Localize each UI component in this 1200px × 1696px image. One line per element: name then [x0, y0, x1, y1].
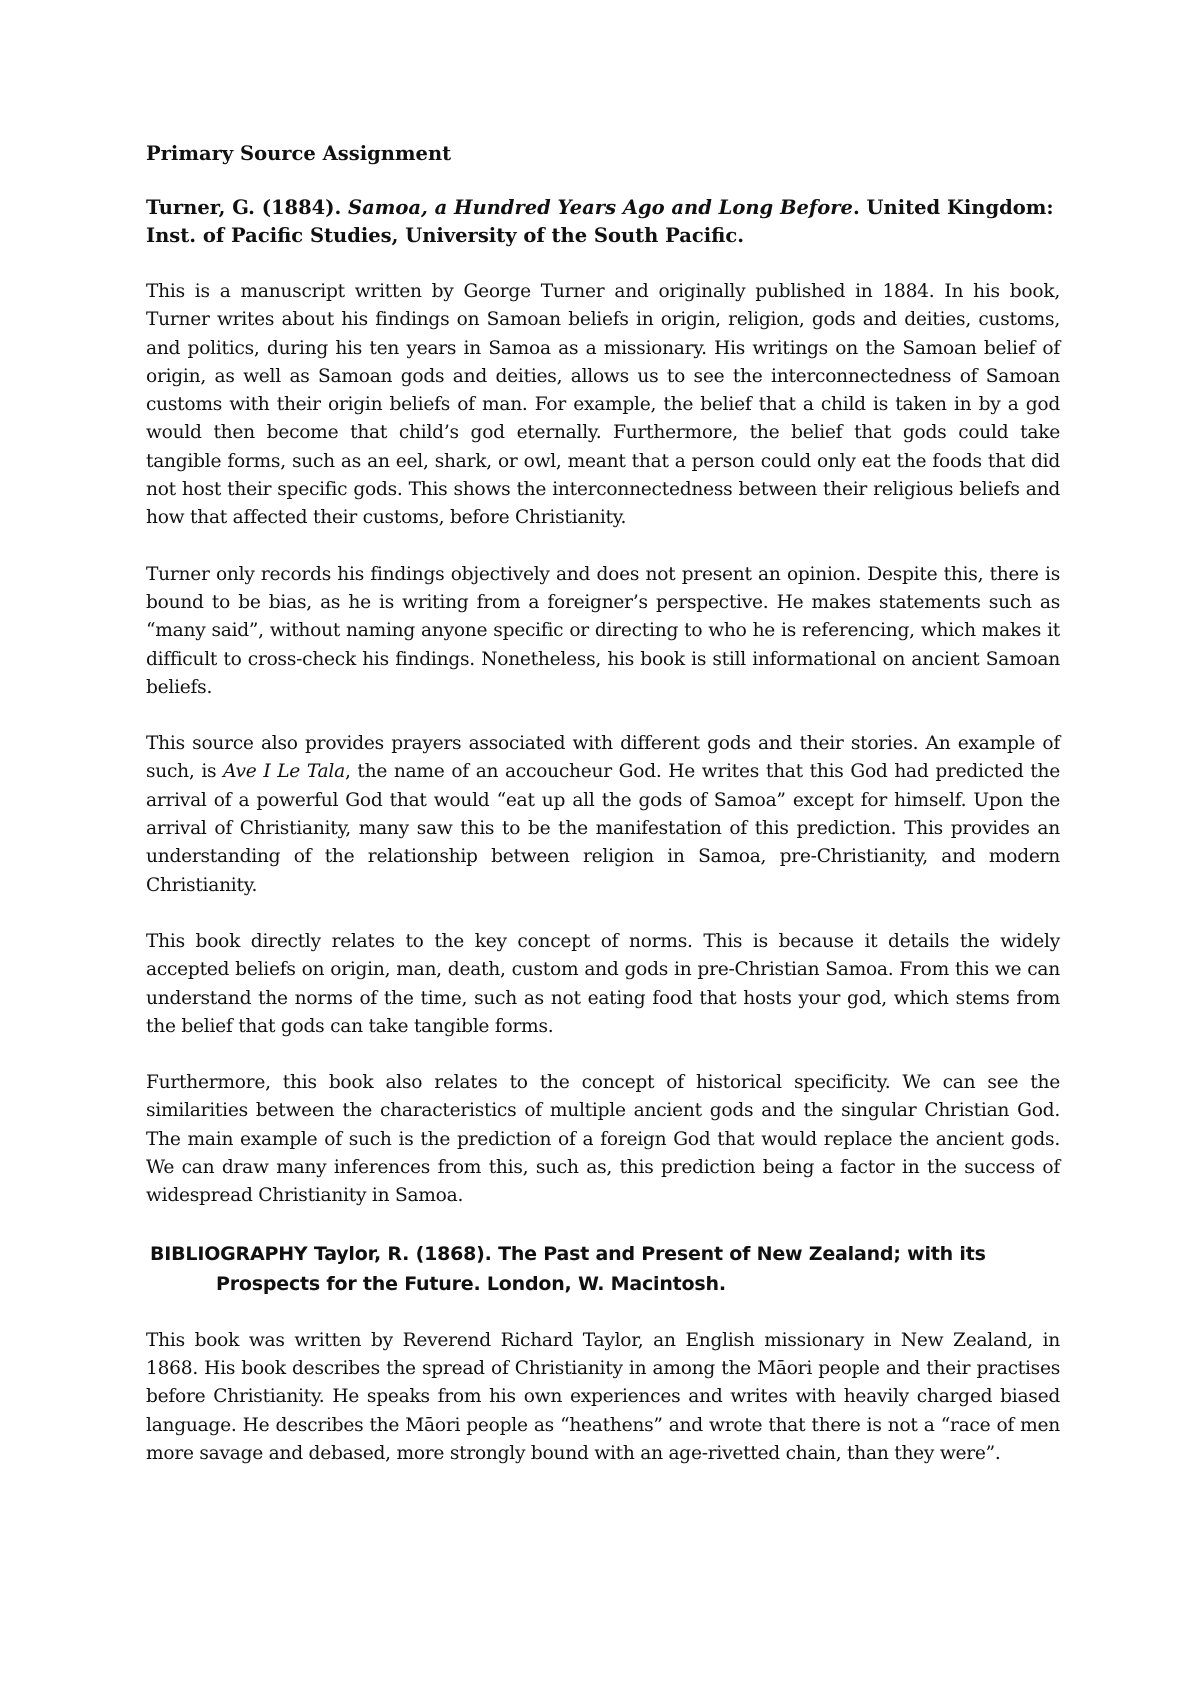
prayer-text-before: This source also provides prayers associated with different gods and their stories. An example of such, is — [146, 733, 1060, 783]
prayer-text-after: , the name of an accoucheur God. He writes that this God had predicted the arrival of a powerful God that would “eat up all the gods of Samoa” except for himself. Upon the arrival of Christianity, many saw this to be the manifestation of this prediction. This provides an understanding of the relationship between religion in Samoa, pre-Christianity, and modern Christianity. — [146, 761, 1060, 896]
taylor-bibliography-entry: BIBLIOGRAPHY Taylor, R. (1868). The Past and Present of New Zealand; with its Prospects for the Future. London, W. Macintosh. — [150, 1242, 986, 1295]
prayer-god-name: Ave I Le Tala — [223, 761, 345, 783]
prayer-paragraph — [146, 730, 1060, 900]
document-title: Primary Source Assignment — [146, 142, 452, 165]
citation-publisher: . United Kingdom: Inst. of Pacific Studies, University of the South Pacific. — [146, 196, 1054, 247]
turner-summary-paragraph: This is a manuscript written by George Turner and originally published in 1884. In his book, Turner writes about his findings on Samoan beliefs in origin, religion, gods and deities, customs, and politics, during his ten years in Samoa as a missionary. His writings on the Samoan belief of origin, as well as Samoan gods and deities, allows us to see the interconnectedness of Samoan customs with their origin beliefs of man. For example, the belief that a child is taken in by a god would then become that child’s god eternally. Furthermore, the belief that gods could take tangible forms, such as an eel, shark, or owl, meant that a person could only eat the foods that did not host their specific gods. This shows the interconnectedness between their religious beliefs and how that affected their customs, before Christianity. — [146, 281, 1060, 529]
citation-work-title: Samoa, a Hundred Years Ago and Long Before — [348, 196, 853, 219]
citation-author-year: Turner, G. (1884). — [146, 196, 349, 219]
turner-citation — [146, 194, 1060, 250]
turner-bias-paragraph: Turner only records his findings objectively and does not present an opinion. Despite this, there is bound to be bias, as he is writing from a foreigner’s perspective. He makes statements such as “many said”, without naming anyone specific or directing to who he is referencing, which makes it difficult to cross-check his findings. Nonetheless, his book is still informational on ancient Samoan beliefs. — [146, 563, 1060, 698]
taylor-summary-paragraph: This book was written by Reverend Richard Taylor, an English missionary in New Zealand, in 1868. His book describes the spread of Christianity in among the Māori people and their practises before Christianity. He speaks from his own experiences and writes with heavily charged biased language. He describes the Māori people as “heathens” and wrote that there is not a “race of men more savage and debased, more strongly bound with an age-rivetted chain, than they were”. — [146, 1329, 1060, 1464]
historical-specificity-paragraph: Furthermore, this book also relates to the concept of historical specificity. We can see the similarities between the characteristics of multiple ancient gods and the singular Christian God. The main example of such is the prediction of a foreign God that would replace the ancient gods. We can draw many inferences from this, such as, this prediction being a factor in the success of widespread Christianity in Samoa. — [146, 1072, 1060, 1207]
norms-paragraph: This book directly relates to the key concept of norms. This is because it details the widely accepted beliefs on origin, man, death, custom and gods in pre-Christian Samoa. From this we can understand the norms of the time, such as not eating food that hosts your god, which stems from the belief that gods can take tangible forms. — [146, 930, 1060, 1037]
document-page — [146, 140, 1060, 1496]
